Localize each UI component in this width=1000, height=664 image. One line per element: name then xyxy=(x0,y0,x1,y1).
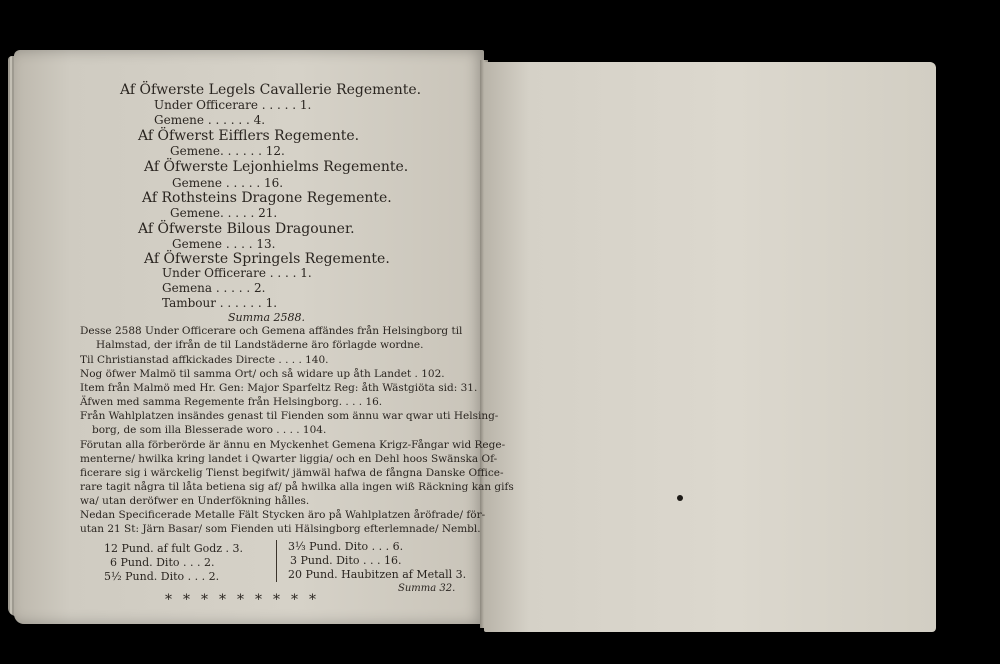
ink-spot xyxy=(677,495,683,501)
right-page-blank xyxy=(484,62,936,632)
ornament-stars: ********* xyxy=(165,592,327,608)
heading-bilous: Af Öfwerste Bilous Dragouner. xyxy=(138,221,355,237)
paragraph-line: ficerare sig i wärckelig Tienst begifwit/ jämwäl hafwa de fångna Danske Office- xyxy=(80,467,504,479)
line: Gemena . . . . . 2. xyxy=(162,281,266,295)
heading-springels: Af Öfwerste Springels Regemente. xyxy=(144,251,390,267)
paragraph-line: Til Christianstad affkickades Directe . . . . 140. xyxy=(80,354,329,366)
line: Gemene. . . . . . 12. xyxy=(170,144,285,158)
paragraph-line: borg, de som illa Blesserade woro . . . . 104. xyxy=(92,424,327,436)
paragraph-line: Halmstad, der ifrån de til Landstäderne äro förlagde wordne. xyxy=(96,339,424,351)
paragraph-line: rare tagit några til låta betiena sig af/ på hwilka alla ingen wiß Räckning kan gifs xyxy=(80,481,514,493)
heading-legels: Af Öfwerste Legels Cavallerie Regemente. xyxy=(120,82,422,98)
summa-cannons: Summa 32. xyxy=(398,583,456,594)
paragraph-line: utan 21 St: Järn Basar/ som Fienden uti Hälsingborg efterlemnade/ Nembl. xyxy=(80,523,481,535)
line: Under Officerare . . . . 1. xyxy=(162,266,312,280)
heading-lejonhielms: Af Öfwerste Lejonhielms Regemente. xyxy=(144,159,409,175)
line: Gemene. . . . . 21. xyxy=(170,206,278,220)
line: Gemene . . . . . 16. xyxy=(172,176,284,190)
heading-rothsteins: Af Rothsteins Dragone Regemente. xyxy=(142,190,392,206)
table-right-row: 3 Pund. Dito . . . 16. xyxy=(290,554,402,567)
table-left-row: 5½ Pund. Dito . . . 2. xyxy=(104,570,220,583)
paragraph-line: Nedan Specificerade Metalle Fält Stycken äro på Wahlplatzen åröfrade/ för- xyxy=(80,509,486,521)
paragraph-line: Från Wahlplatzen insändes genast til Fienden som ännu war qwar uti Helsing- xyxy=(80,410,499,422)
paragraph-line: Äfwen med samma Regemente från Helsingborg. . . . 16. xyxy=(80,396,383,408)
paragraph-line: Förutan alla förberörde är ännu en Myckenhet Gemena Krigz-Fångar wid Rege- xyxy=(80,439,506,451)
table-divider xyxy=(276,540,277,582)
table-right-row: 3⅓ Pund. Dito . . . 6. xyxy=(288,540,404,553)
line: Gemene . . . . . . 4. xyxy=(154,113,266,127)
paragraph-line: menterne/ hwilka kring landet i Qwarter liggia/ och en Dehl hoos Swänska Of- xyxy=(80,453,498,465)
paragraph-line: Desse 2588 Under Officerare och Gemena affändes från Helsingborg til xyxy=(80,325,463,337)
paragraph-line: Nog öfwer Malmö til samma Ort/ och så widare up åth Landet . 102. xyxy=(80,368,445,380)
line: Tambour . . . . . . 1. xyxy=(162,296,278,310)
table-left-row: 6 Pund. Dito . . . 2. xyxy=(110,556,215,569)
line: Under Officerare . . . . . 1. xyxy=(154,98,312,112)
paragraph-line: wa/ utan deröfwer en Underfökning hålles. xyxy=(80,495,310,507)
table-right-row: 20 Pund. Haubitzen af Metall 3. xyxy=(288,568,467,581)
paragraph-line: Item från Malmö med Hr. Gen: Major Sparfeltz Reg: åth Wästgiöta sid: 31. xyxy=(80,382,478,394)
heading-eifflers: Af Öfwerst Eifflers Regemente. xyxy=(138,128,360,144)
summa-total: Summa 2588. xyxy=(228,311,306,324)
table-left-row: 12 Pund. af fult Godz . 3. xyxy=(104,542,244,555)
line: Gemene . . . . 13. xyxy=(172,237,276,251)
